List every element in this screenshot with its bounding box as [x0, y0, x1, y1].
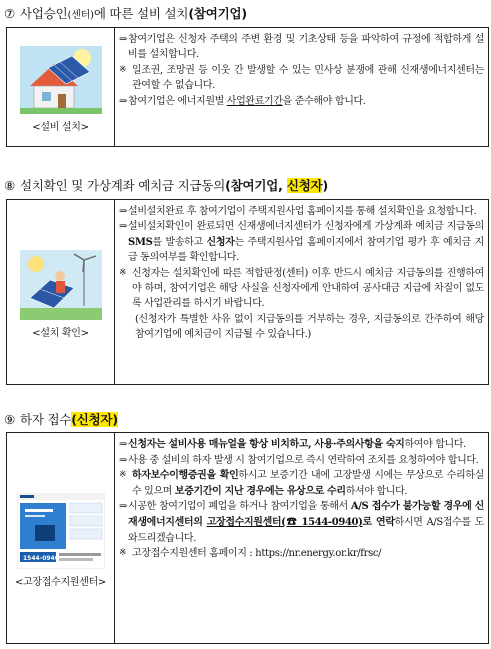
- text-part: 하시면 A/S접수를 도와드리겠습니다.: [128, 516, 484, 544]
- section-9-content: [115, 433, 488, 643]
- list-item: [119, 219, 484, 265]
- bold-text: SMS: [128, 236, 153, 248]
- bold-text: 신청자: [206, 236, 235, 248]
- thumbnail-phone: 1544-0940: [22, 554, 59, 562]
- text-part: 는 주택지원사업 홈페이지에서 참여기업 평가 후 예치금 지급 동의여부를 확인합니다.: [128, 236, 484, 264]
- note-text: 일조권, 조망권 등 이웃 간 발생할 수 있는 민사상 분쟁에 관해 신재생에너지센터는 관여할 수 없습니다.: [132, 64, 484, 92]
- title-text: 하자 접수: [20, 412, 72, 427]
- title-highlight: 신청자: [286, 178, 323, 193]
- arrow-icon: ⇒: [119, 439, 128, 450]
- title-bold: ): [322, 178, 328, 193]
- arrow-icon: ⇒: [119, 454, 128, 466]
- note-text: 신청자는 설치확인에 따른 적합판정(센터) 이후 반드시 예치금 지급동의를 진행하여야 하며, 참여기업은 해당 사실을 신청자에게 안내하여 공사대금 지급에 차질이 없도록 사업관리를 하시기 바랍니다.: [132, 267, 484, 310]
- section-number: ⑧: [4, 178, 16, 193]
- reference-mark-icon: ※: [119, 470, 127, 481]
- solar-check-illustration: [20, 250, 102, 320]
- arrow-icon: ⇒: [119, 34, 128, 45]
- text-part: 설비설치확인이 완료되면 신재생에너지센터가 신청자에게 가상계좌 예치금 지급동의: [128, 221, 484, 233]
- bold-text: 신청자는 설비사용 매뉴얼을 항상 비치하고, 사용·주의사항을 숙지: [128, 439, 405, 450]
- text-part: 하셔야 합니다.: [345, 485, 408, 497]
- section-9-box: [6, 432, 489, 644]
- text-part: 시공한 참여기업이 폐업을 하거나 참여기업을 통해서: [128, 501, 351, 513]
- item-text: [128, 94, 484, 109]
- website-screenshot-thumbnail: [17, 493, 105, 569]
- title-highlight: (신청자): [71, 412, 118, 427]
- list-item: [119, 94, 484, 109]
- item-text: 설비설치완료 후 참여기업이 주택지원사업 홈페이지를 통해 설치확인을 요청합니다.: [128, 206, 477, 217]
- section-8-title: [4, 176, 328, 194]
- text-part: 참여기업은 에너지원별: [128, 95, 227, 107]
- title-text: 사업승인: [20, 6, 68, 21]
- section-9-title: [4, 410, 118, 428]
- illustration-caption: <고장접수지원센터>: [14, 576, 107, 588]
- house-solar-illustration: [20, 46, 102, 114]
- title-bold: (참여기업): [188, 6, 247, 21]
- reference-mark-icon: ※: [119, 267, 127, 278]
- illustration-cell: [7, 28, 115, 146]
- section-8-box: [6, 199, 489, 385]
- section-number: ⑨: [4, 412, 16, 427]
- note-item: [119, 546, 484, 562]
- item-text: 참여기업은 신청자 주택의 주변 환경 및 기초상태 등을 파악하여 규정에 적합하게 설비를 설치합니다.: [128, 34, 484, 61]
- item-text: [128, 499, 484, 546]
- underlined-text: 사업완료기간: [226, 95, 283, 107]
- list-item: [119, 204, 484, 219]
- list-item: [119, 32, 484, 63]
- bold-text: 하자보수이행증권을 확인: [132, 470, 239, 482]
- item-text: [128, 219, 484, 265]
- arrow-icon: ⇒: [119, 95, 128, 107]
- text-part: 하여야 합니다.: [404, 439, 466, 450]
- item-text: 사용 중 설비의 하자 발생 시 참여기업으로 즉시 연락하여 조치를 요청하여야 합니다.: [128, 454, 479, 466]
- illustration-cell: [7, 200, 115, 384]
- reference-mark-icon: ※: [119, 548, 127, 559]
- bold-text: 로 연락: [362, 516, 395, 528]
- sub-note: (신청자가 특별한 사유 없이 지급동의를 거부하는 경우, 지급동의로 간주하여 해당 참여기업에 예치금이 지급될 수 있습니다.): [135, 313, 484, 341]
- section-7-content: [115, 28, 488, 146]
- item-text: [128, 437, 484, 453]
- illustration-caption: <설치 확인>: [32, 327, 89, 339]
- section-7-box: [6, 27, 489, 147]
- title-bold: (참여기업,: [225, 178, 287, 193]
- arrow-icon: ⇒: [119, 501, 128, 513]
- note-text: [132, 468, 484, 499]
- illustration-cell: [7, 433, 115, 643]
- arrow-icon: ⇒: [119, 206, 128, 217]
- note-item: [119, 468, 484, 499]
- note-item: [119, 63, 484, 94]
- illustration-caption: <설비 설치>: [32, 121, 89, 133]
- list-item: [119, 499, 484, 546]
- section-8-content: [115, 200, 488, 384]
- section-number: ⑦: [4, 6, 16, 21]
- list-item: [119, 437, 484, 453]
- list-item: [119, 453, 484, 469]
- support-center-phone: 고장접수지원센터(☎ 1544-0940): [206, 516, 363, 528]
- note-item: [119, 266, 484, 312]
- reference-mark-icon: ※: [119, 64, 127, 75]
- text-part: 을 준수해야 합니다.: [282, 95, 366, 107]
- bold-text: 보증기간이 지난 경우에는 유상으로 수리: [174, 485, 346, 497]
- section-7-title: [4, 4, 247, 22]
- title-small: (센터): [67, 10, 94, 21]
- homepage-url: 고장접수지원센터 홈페이지 : https://nr.energy.or.kr/frsc/: [132, 548, 382, 560]
- text-part: 를 발송하고: [152, 236, 207, 248]
- title-text: 에 따른 설비 설치: [93, 6, 189, 21]
- title-text: 설치확인 및 가상계좌 예치금 지급동의: [20, 178, 226, 193]
- bold-text: A/S 접수가 불가능할 경우에 신재생에너지센터의: [128, 501, 484, 528]
- text-part: 하시고 보증기간 내에 고장발생 시에는 무상으로 수리하실 수 있으며: [132, 470, 484, 497]
- arrow-icon: ⇒: [119, 221, 128, 233]
